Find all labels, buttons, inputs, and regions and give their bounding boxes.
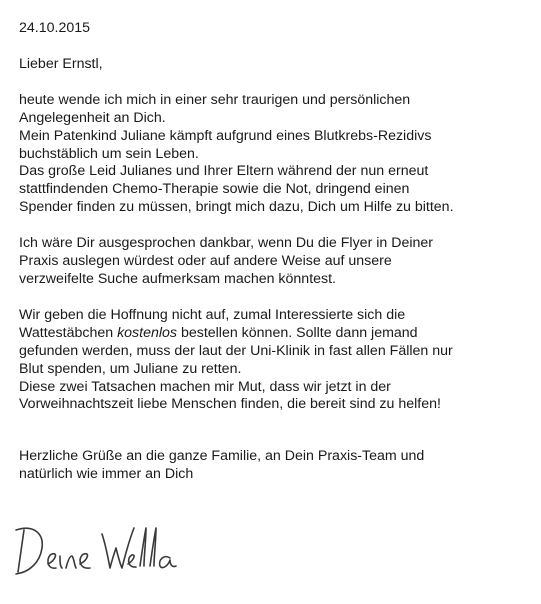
text-line: verzweifelte Suche aufmerksam machen könntest. [19,270,337,287]
letter-body [19,20,537,484]
text-line: Spender finden zu müssen, bringt mich dazu, Dich um Hilfe zu bitten. [19,199,454,216]
text-line: Das große Leid Julianes und Ihrer Eltern während der nun erneut [19,163,429,180]
text-line: Mein Patenkind Juliane kämpft aufgrund eines Blutkrebs-Rezidivs [19,127,432,144]
text-line: Angelegenheit an Dich. [19,109,166,126]
text-line: Ich wäre Dir ausgesprochen dankbar, wenn Du die Flyer in Deiner [19,235,434,252]
text-line: Vorweihnachtszeit liebe Menschen finden, die bereit sind zu helfen! [19,396,441,413]
paragraph-1 [19,92,537,217]
text-line: heute wende ich mich in einer sehr traurigen und persönlichen [19,91,411,108]
emphasized-word: kostenlos [117,324,177,341]
text-line: Wir geben die Hoffnung nicht auf, zumal Interessierte sich die [19,306,406,323]
text-line: gefunden werden, muss der laut der Uni-Klinik in fast allen Fällen nur [19,342,453,359]
text-line: Praxis auslegen würdest oder auf andere Weise auf unsere [19,253,392,270]
letter-date: 24.10.2015 [19,20,91,36]
handwritten-signature [10,516,180,586]
text-fragment: bestellen können. Sollte dann jemand [177,324,418,341]
closing-line: natürlich wie immer an Dich [19,466,194,483]
paragraph-3 [19,307,537,414]
closing-line: Herzliche Grüße an die ganze Familie, an Dein Praxis-Team und [19,448,425,465]
closing [19,448,537,484]
text-line: Blut spenden, um Juliane zu retten. [19,360,242,377]
paragraph-2 [19,235,537,289]
text-line: buchstäblich um sein Leben. [19,145,199,162]
text-line: Diese zwei Tatsachen machen mir Mut, dass wir jetzt in der [19,378,391,395]
text-fragment: Wattestäbchen [19,324,118,341]
salutation: Lieber Ernstl, [19,55,103,72]
text-line: stattfindenden Chemo-Therapie sowie die Not, dringend einen [19,181,410,198]
text-line [19,325,537,343]
